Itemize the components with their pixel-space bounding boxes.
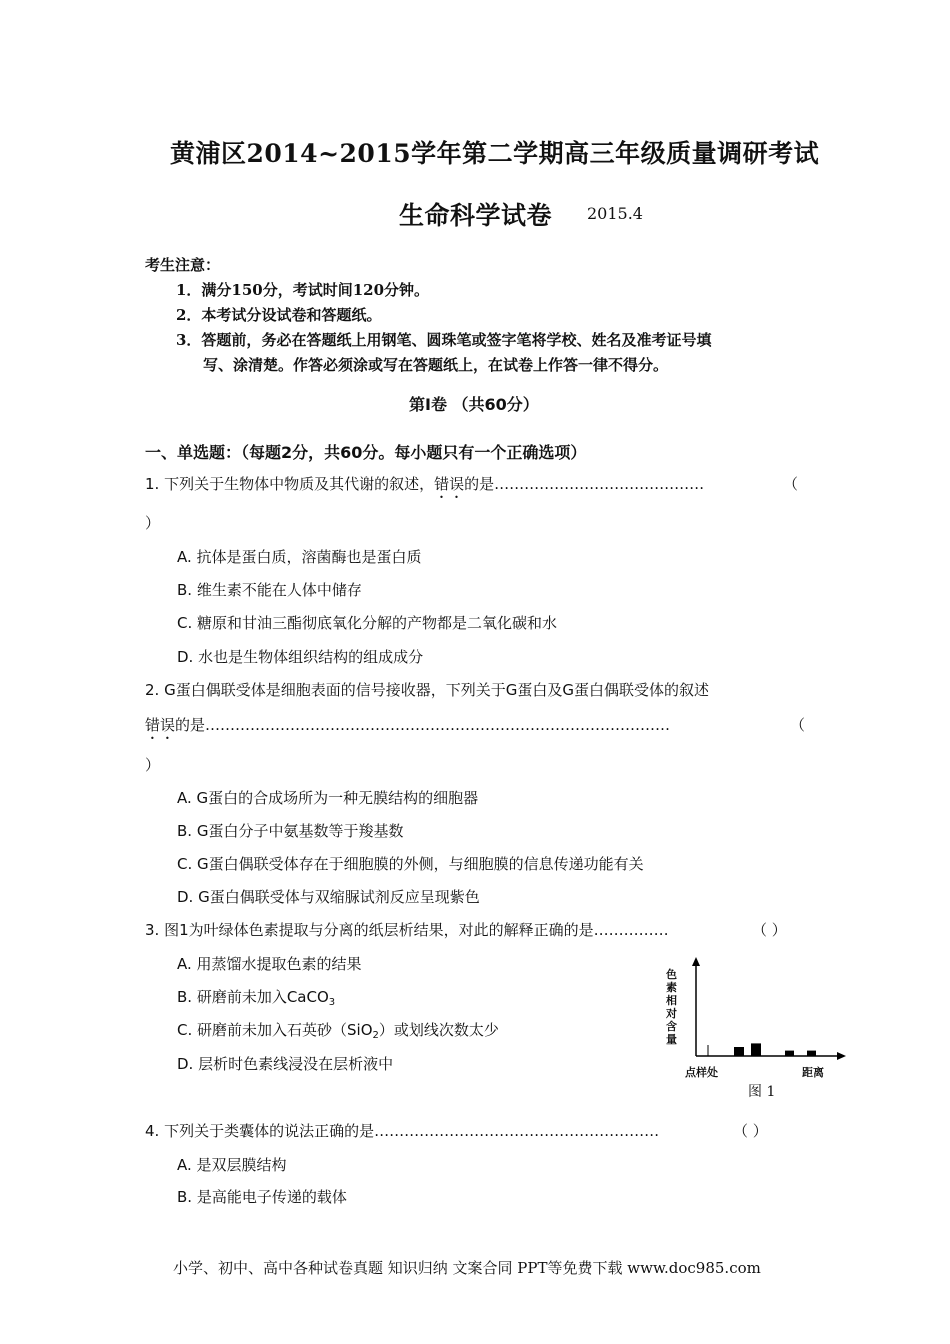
question-3-option-c-sub: 2 <box>372 1030 379 1041</box>
bar-3 <box>785 1051 794 1056</box>
question-1-option-a: A. 抗体是蛋白质，溶菌酶也是蛋白质 <box>177 548 422 566</box>
notice-item-3-cont: 写、涂清楚。作答必须涂或写在答题纸上，在试卷上作答一律不得分。 <box>203 356 669 374</box>
question-4-dots: ………………………………………………… <box>374 1122 660 1140</box>
question-3-option-b-text: B. 研磨前未加入CaCO <box>177 988 329 1006</box>
xlabel-right: 距离 <box>802 1066 824 1079</box>
question-3-dots: …………… <box>593 921 669 939</box>
ylabel-char-2: 素 <box>666 981 677 994</box>
notice-item-3: 3．答题前，务必在答题纸上用钢笔、圆珠笔或签字笔将学校、姓名及准考证号填 <box>176 331 712 349</box>
question-3-option-b-sub: 3 <box>328 997 336 1008</box>
question-2-dots: ………………………………………………………………………………… <box>205 716 671 734</box>
question-4-option-a: A. 是双层膜结构 <box>177 1156 287 1174</box>
figure-1-caption: 图 1 <box>748 1084 776 1100</box>
question-3-option-a: A. 用蒸馏水提取色素的结果 <box>177 955 362 973</box>
y-axis-arrow <box>692 957 700 966</box>
figure-1 <box>660 955 850 1100</box>
exam-title: 黄浦区2014~2015学年第二学期高三年级质量调研考试 <box>170 139 820 168</box>
question-2-stem: 2. G蛋白偶联受体是细胞表面的信号接收器，下列关于G蛋白及G蛋白偶联受体的叙述 <box>145 681 709 699</box>
notice-item-1: 1．满分150分，考试时间120分钟。 <box>176 281 430 299</box>
question-2-emphasis: 错误 <box>145 716 176 734</box>
question-1-option-b: B. 维生素不能在人体中储存 <box>177 581 362 599</box>
question-4-option-b: B. 是高能电子传递的载体 <box>177 1188 347 1206</box>
question-1-text: 1. 下列关于生物体中物质及其代谢的叙述， <box>145 475 435 493</box>
ylabel-char-1: 色 <box>666 968 677 981</box>
notice-item-2: 2．本考试分设试卷和答题纸。 <box>176 306 382 324</box>
question-4-text: 4. 下列关于类囊体的说法正确的是 <box>145 1122 375 1140</box>
ylabel-char-4: 对 <box>666 1007 677 1020</box>
question-1-emphasis: 错误 <box>434 475 465 493</box>
question-3-paren: （ ） <box>752 921 787 939</box>
ylabel-char-5: 含 <box>666 1020 677 1033</box>
question-3-option-c-text: C. 研磨前未加入石英砂（SiO <box>177 1021 373 1039</box>
question-1-dots: …………………………………… <box>494 475 705 493</box>
question-1-paren-open: （ <box>783 475 799 493</box>
exam-date: 2015.4 <box>587 204 643 223</box>
question-2-stem-line2 <box>145 714 670 743</box>
question-2-tail: 的是 <box>175 716 206 734</box>
question-2-option-c: C. G蛋白偶联受体存在于细胞膜的外侧，与细胞膜的信息传递功能有关 <box>177 855 644 873</box>
bar-4 <box>807 1051 816 1056</box>
bar-1 <box>734 1047 744 1056</box>
notice-heading: 考生注意： <box>145 256 221 274</box>
x-axis-arrow <box>837 1052 846 1060</box>
question-2-option-b: B. G蛋白分子中氨基数等于羧基数 <box>177 822 404 840</box>
question-2-paren-open: （ <box>790 716 806 734</box>
question-2-option-a: A. G蛋白的合成场所为一种无膜结构的细胞器 <box>177 789 479 807</box>
ylabel-char-6: 量 <box>666 1033 677 1046</box>
part-title: 第I卷 （共60分） <box>409 395 539 414</box>
question-1-option-c: C. 糖原和甘油三酯彻底氧化分解的产物都是二氧化碳和水 <box>177 614 558 632</box>
question-3-option-c <box>177 1019 499 1040</box>
question-4-stem <box>145 1120 659 1141</box>
section-title: 一、单选题：（每题2分，共60分。每小题只有一个正确选项） <box>145 443 587 462</box>
subject-title: 生命科学试卷 <box>399 201 553 230</box>
question-1-stem <box>145 473 704 502</box>
xlabel-left: 点样处 <box>685 1066 718 1079</box>
footer-text: 小学、初中、高中各种试卷真题 知识归纳 文案合同 PPT等免费下载 www.doc985.com <box>173 1259 761 1277</box>
question-2-option-d: D. G蛋白偶联受体与双缩脲试剂反应呈现紫色 <box>177 888 480 906</box>
bars-group <box>734 1043 816 1056</box>
question-3-stem <box>145 919 669 940</box>
question-1-option-d: D. 水也是生物体组织结构的组成成分 <box>177 648 424 666</box>
question-3-option-c-tail: ）或划线次数太少 <box>378 1021 499 1039</box>
ylabel-char-3: 相 <box>666 994 677 1007</box>
bar-2 <box>751 1043 761 1056</box>
question-4-paren: （ ） <box>733 1122 768 1140</box>
question-1-tail: 的是 <box>464 475 495 493</box>
question-3-option-b <box>177 986 335 1007</box>
question-3-text: 3. 图1为叶绿体色素提取与分离的纸层析结果，对此的解释正确的是 <box>145 921 594 939</box>
question-3-option-d: D. 层析时色素线浸没在层析液中 <box>177 1055 394 1073</box>
question-2-paren-close: ） <box>145 756 161 774</box>
question-1-paren-close: ） <box>145 514 161 532</box>
